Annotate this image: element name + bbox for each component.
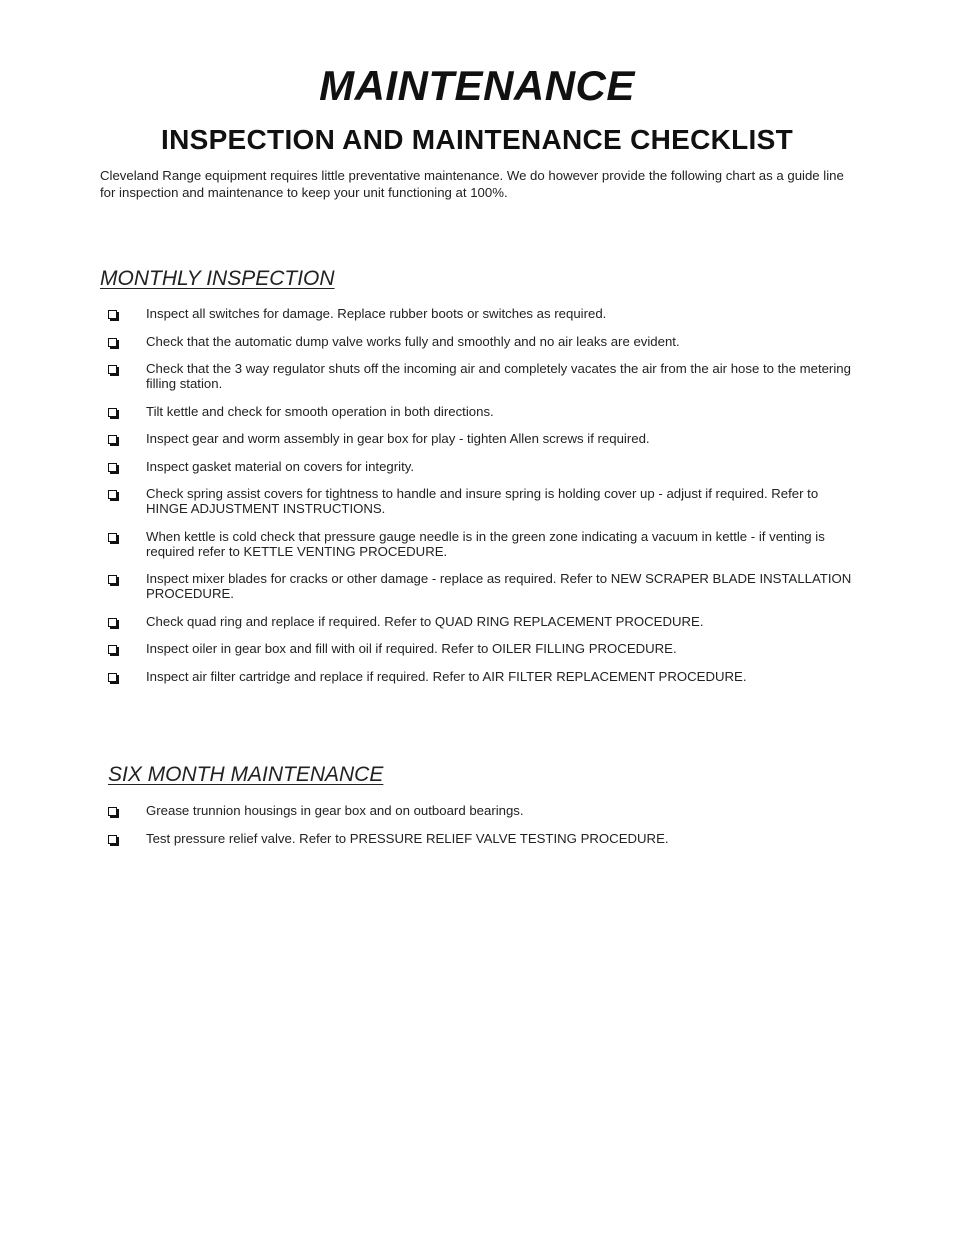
page-title: MAINTENANCE <box>319 62 635 109</box>
checklist-item <box>100 486 860 516</box>
checklist-item <box>100 803 860 818</box>
six-month-checklist <box>100 803 860 858</box>
checkbox-icon <box>108 645 117 654</box>
checklist-item-text: Inspect gear and worm assembly in gear box for play - tighten Allen screws if required. <box>146 431 650 446</box>
checkbox-icon <box>108 575 117 584</box>
monthly-inspection-heading: MONTHLY INSPECTION <box>100 267 335 290</box>
checkbox-icon <box>108 807 117 816</box>
checklist-item <box>100 571 860 601</box>
six-month-maintenance-heading: SIX MONTH MAINTENANCE <box>108 763 384 786</box>
checklist-item <box>100 831 860 846</box>
checklist-item-text: Inspect air filter cartridge and replace if required. Refer to AIR FILTER REPLACEMENT PROCEDURE. <box>146 668 747 684</box>
checklist-item <box>100 529 860 559</box>
checkbox-icon <box>108 435 117 444</box>
checklist-item <box>100 459 860 474</box>
checklist-item <box>100 614 860 629</box>
checklist-item <box>100 641 860 656</box>
checklist-item <box>100 334 860 349</box>
checklist-item-text: Inspect mixer blades for cracks or other damage - replace as required. Refer to NEW SCRAPER BLADE INSTALLATION PROCEDURE. <box>146 571 852 601</box>
checkbox-icon <box>108 463 117 472</box>
checklist-item-text: Inspect gasket material on covers for integrity. <box>146 458 415 474</box>
checklist-item-text: Inspect all switches for damage. Replace rubber boots or switches as required. <box>146 306 607 321</box>
checklist-item-text: Inspect oiler in gear box and fill with oil if required. Refer to OILER FILLING PROCEDURE. <box>146 641 677 656</box>
checkbox-icon <box>108 408 117 417</box>
checklist-item <box>100 306 860 321</box>
checkbox-icon <box>108 835 117 844</box>
checklist-item-text: Tilt kettle and check for smooth operation in both directions. <box>146 403 494 419</box>
checklist-item-text: Check spring assist covers for tightness to handle and insure spring is holding cover up - adjust if required. Refer to HINGE ADJUSTMENT INSTRUCTIONS. <box>146 486 819 516</box>
checkbox-icon <box>108 338 117 347</box>
checklist-item-text: When kettle is cold check that pressure gauge needle is in the green zone indicating a vacuum in kettle - if venting is required refer to KETTLE VENTING PROCEDURE. <box>146 528 825 559</box>
checklist-item <box>100 361 860 391</box>
checklist-item <box>100 431 860 446</box>
page-subtitle: INSPECTION AND MAINTENANCE CHECKLIST <box>161 124 793 155</box>
checklist-item <box>100 404 860 419</box>
checkbox-icon <box>108 310 117 319</box>
checklist-item-text: Check that the automatic dump valve works fully and smoothly and no air leaks are evident. <box>146 333 680 349</box>
checkbox-icon <box>108 533 117 542</box>
intro-paragraph: Cleveland Range equipment requires little preventative maintenance. We do however provide the following chart as a guide line for inspection and maintenance to keep your unit functioning at 100%. <box>100 168 844 200</box>
checklist-item-text: Grease trunnion housings in gear box and on outboard bearings. <box>146 803 524 818</box>
checkbox-icon <box>108 618 117 627</box>
checklist-item-text: Check quad ring and replace if required. Refer to QUAD RING REPLACEMENT PROCEDURE. <box>146 613 704 629</box>
checklist-item-text: Test pressure relief valve. Refer to PRESSURE RELIEF VALVE TESTING PROCEDURE. <box>146 830 669 846</box>
checkbox-icon <box>108 673 117 682</box>
checkbox-icon <box>108 365 117 374</box>
checklist-item-text: Check that the 3 way regulator shuts off the incoming air and completely vacates the air from the air hose to the metering filling station. <box>146 361 851 391</box>
checklist-item <box>100 669 860 684</box>
checkbox-icon <box>108 490 117 499</box>
monthly-checklist <box>100 306 860 696</box>
